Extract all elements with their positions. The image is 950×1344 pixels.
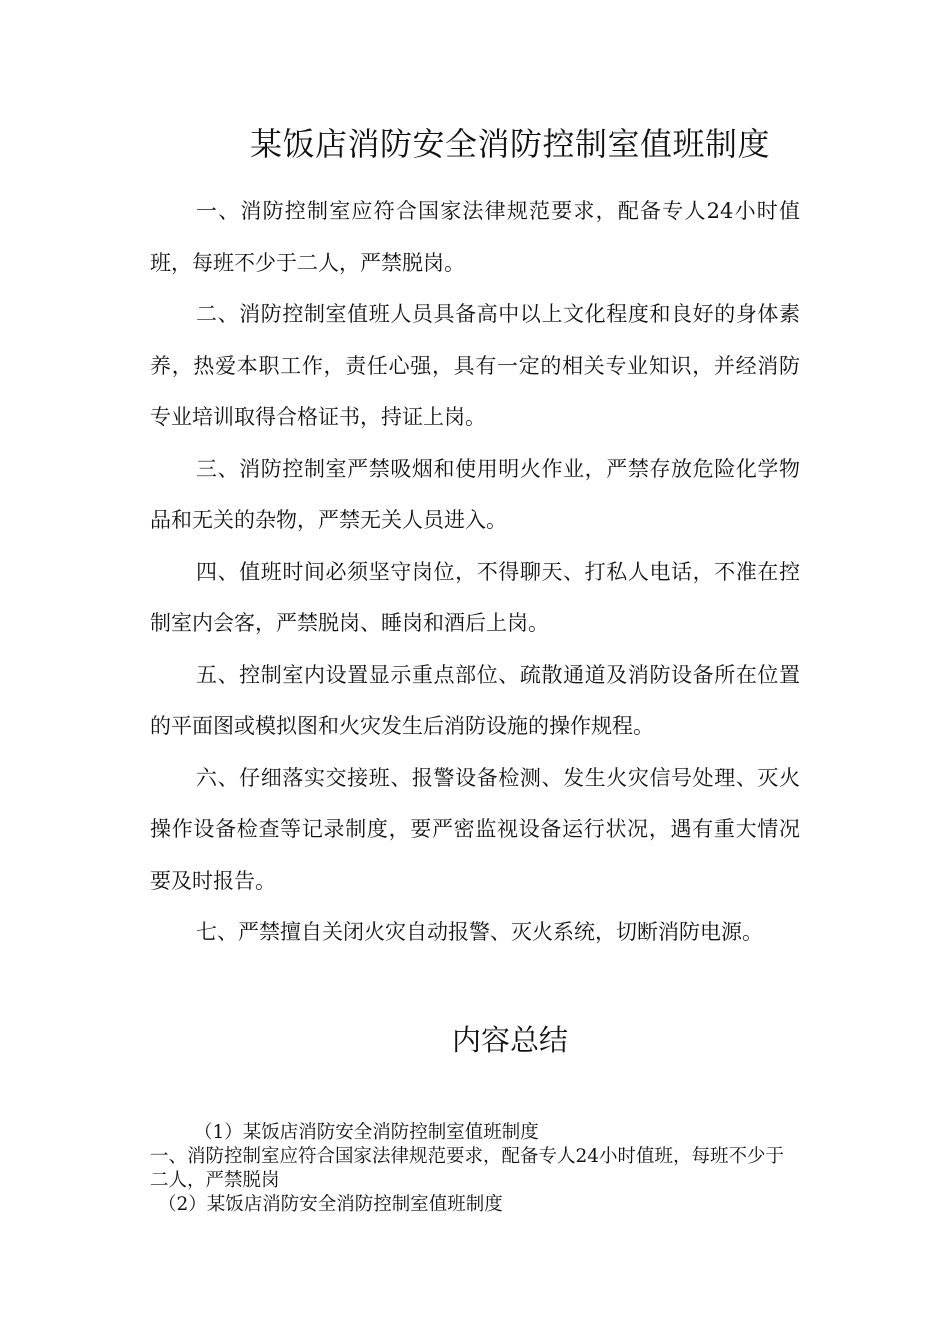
document-title: 某饭店消防安全消防控制室值班制度 xyxy=(249,125,770,163)
paragraph-6: 六、仔细落实交接班、报警设备检测、发生火灾信号处理、灭火操作设备检查等记录制度，要严密监视设备运行状况，遇有重大情况要及时报告。 xyxy=(150,765,800,893)
paragraph-2: 二、消防控制室值班人员具备高中以上文化程度和良好的身体素养，热爱本职工作，责任心强，具有一定的相关专业知识，并经消防专业培训取得合格证书，持证上岗。 xyxy=(150,302,800,429)
document-body xyxy=(150,186,800,959)
summary-heading: 内容总结 xyxy=(451,1023,568,1057)
summary-line-1: （1）某饭店消防安全消防控制室值班制度 xyxy=(194,1122,539,1143)
paragraph-5: 五、控制室内设置显示重点部位、疏散通道及消防设备所在位置的平面图或模拟图和火灾发生后消防设施的操作规程。 xyxy=(150,662,800,738)
summary-line-2: 一、消防控制室应符合国家法律规范要求，配备专人24小时值班，每班不少于二人，严禁脱岗 xyxy=(150,1146,785,1191)
summary-line-3: （2）某饭店消防安全消防控制室值班制度 xyxy=(158,1194,503,1215)
summary-section xyxy=(150,1121,790,1217)
paragraph-1: 一、消防控制室应符合国家法律规范要求，配备专人24小时值班，每班不少于二人，严禁脱岗。 xyxy=(150,199,800,275)
paragraph-4: 四、值班时间必须坚守岗位，不得聊天、打私人电话，不准在控制室内会客，严禁脱岗、睡岗和酒后上岗。 xyxy=(150,559,800,635)
paragraph-7: 七、严禁擅自关闭火灾自动报警、灭火系统，切断消防电源。 xyxy=(196,920,763,944)
paragraph-3: 三、消防控制室严禁吸烟和使用明火作业，严禁存放危险化学物品和无关的杂物，严禁无关人员进入。 xyxy=(150,456,800,532)
